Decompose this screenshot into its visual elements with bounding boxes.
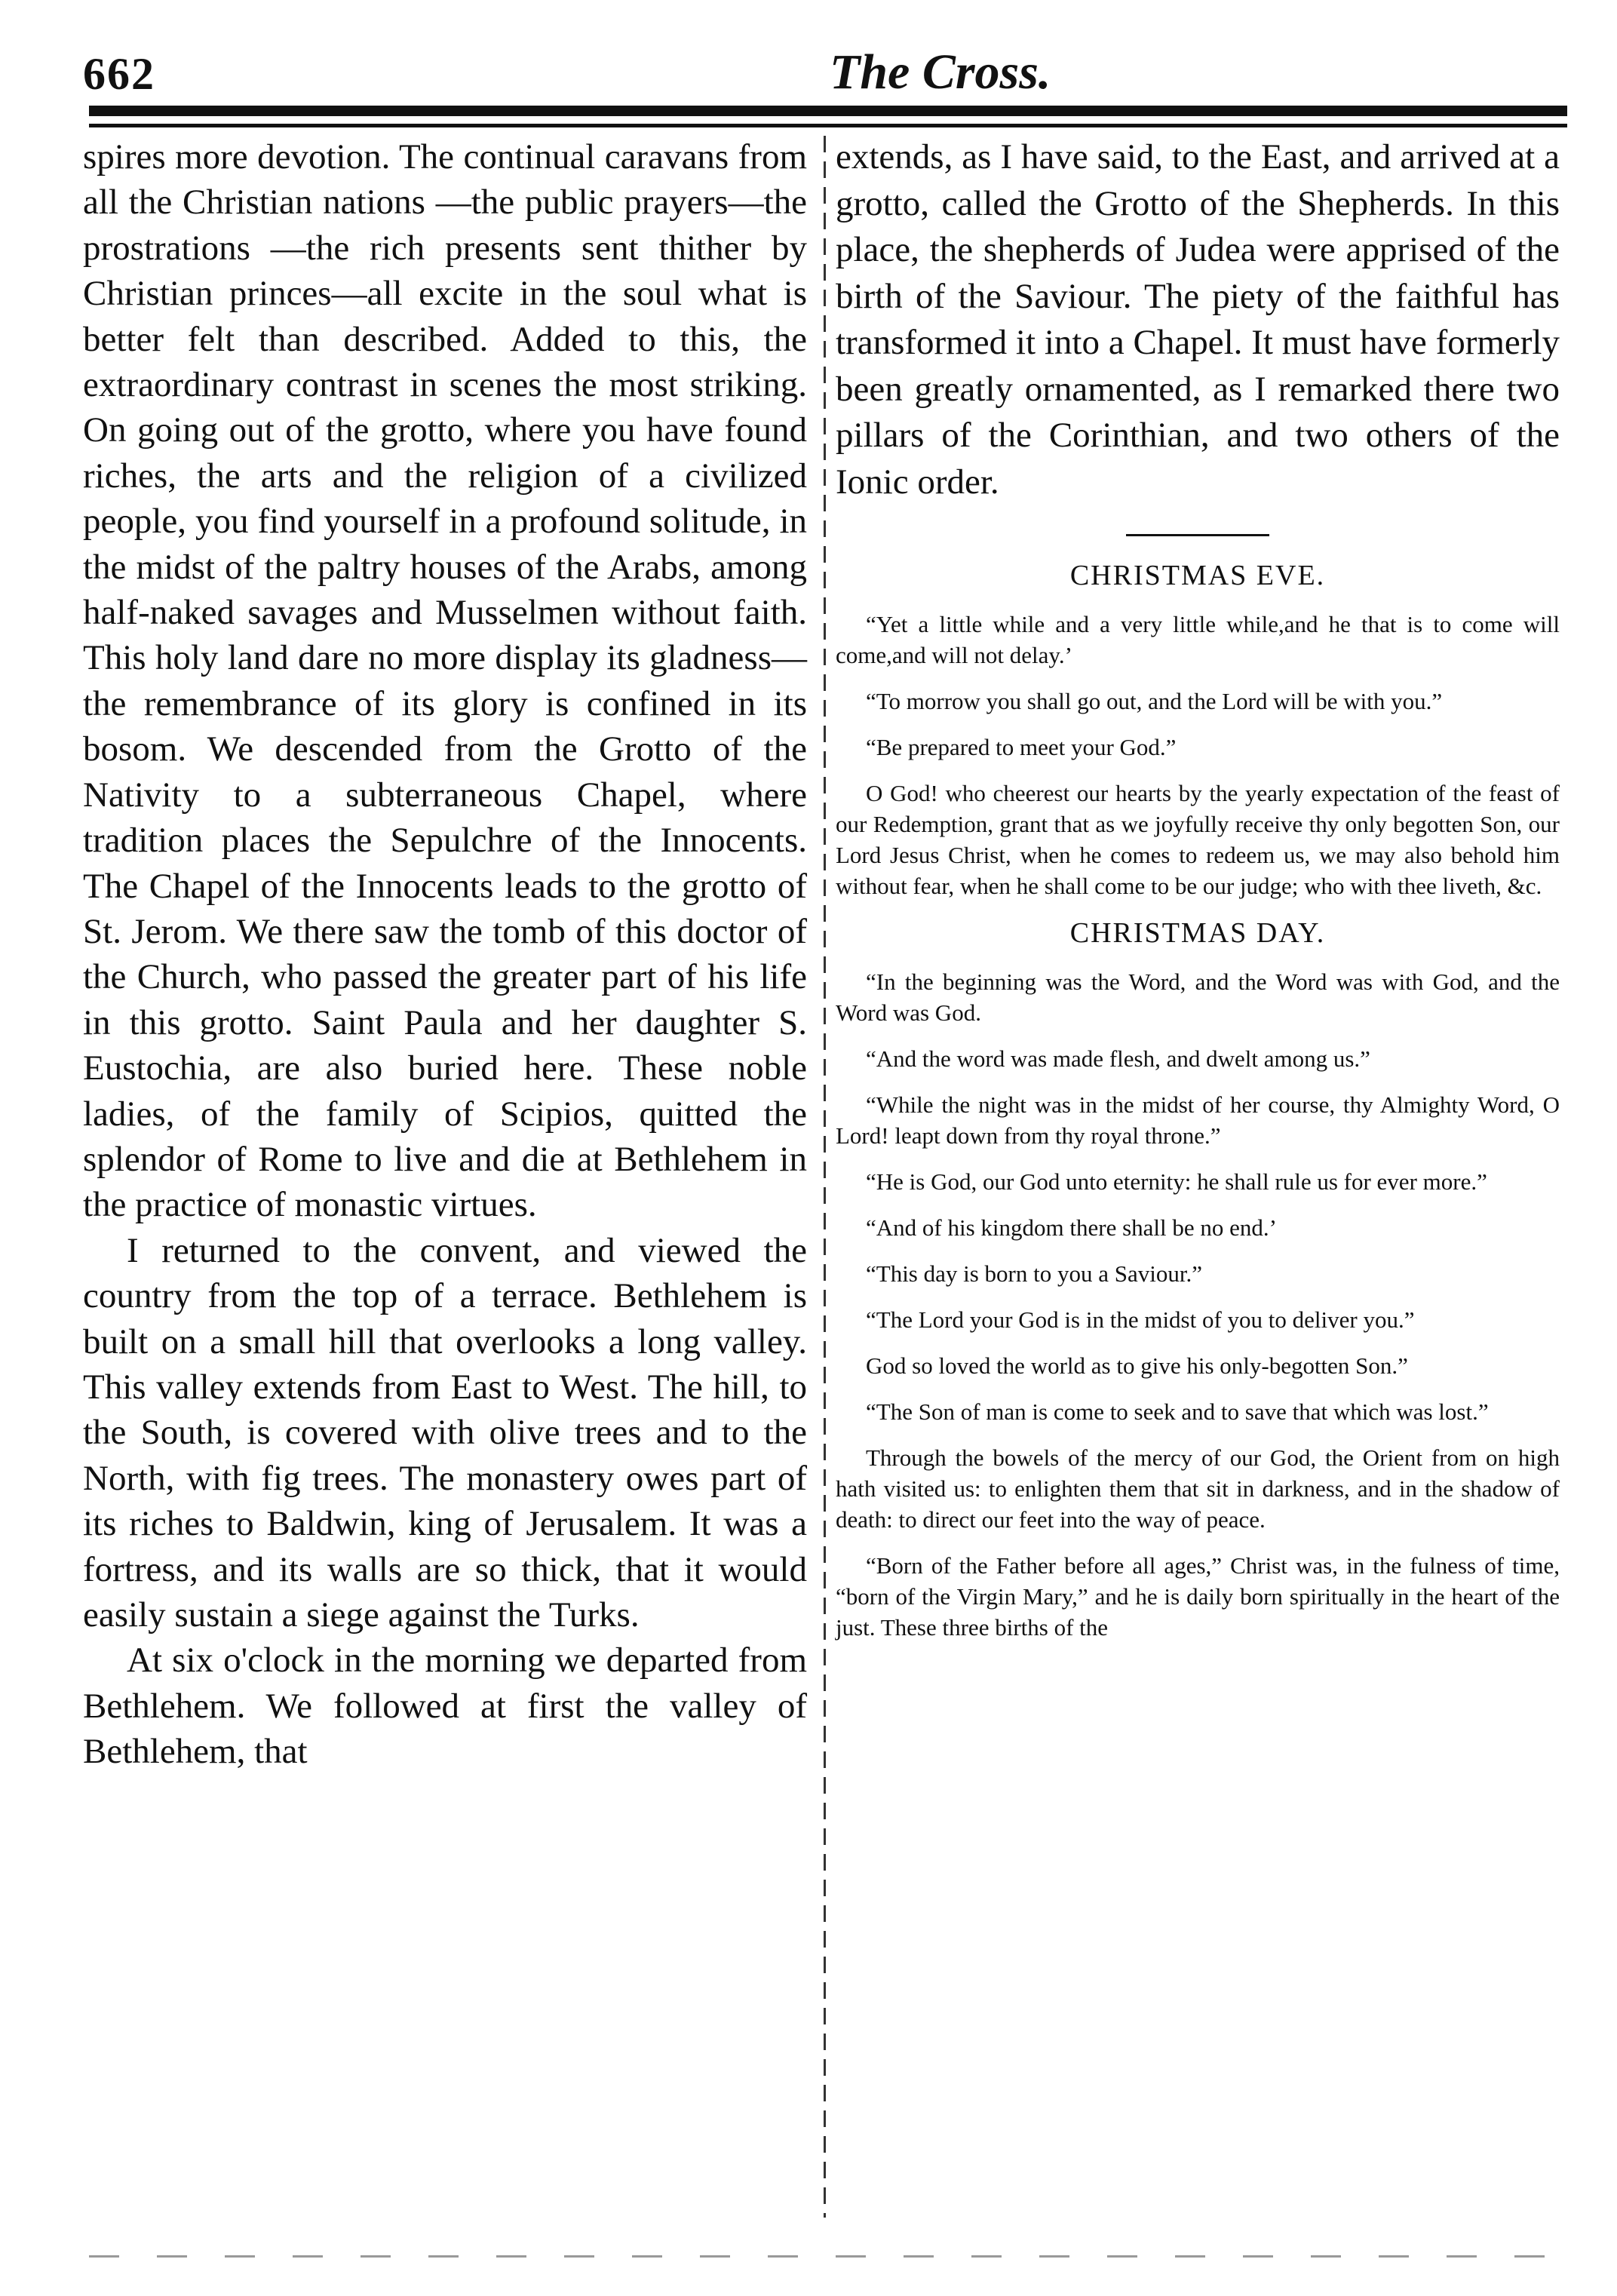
prayer-text: Through the bowels of the mercy of our God, the Orient from on high hath visited us: to enlighten them that sit in darkness, and in the shadow of death: to direct our feet into the way of peace. (836, 1444, 1560, 1533)
scripture-verse: “He is God, our God unto eternity: he shall rule us for ever more.” (866, 1168, 1487, 1195)
scripture-verse: “And of his kingdom there shall be no end.’ (866, 1214, 1277, 1241)
right-column (836, 134, 1560, 1643)
scripture-verse: “And the word was made flesh, and dwelt among us.” (866, 1045, 1370, 1072)
header-rule-thick (89, 106, 1567, 116)
section-heading-christmas-day: CHRISTMAS DAY. (1069, 917, 1326, 949)
scripture-verse: “While the night was in the midst of her course, thy Almighty Word, O Lord! leapt down from thy royal throne.” (836, 1091, 1560, 1149)
header-rule-thin (89, 124, 1567, 127)
scripture-verse: “Be prepared to meet your God.” (866, 734, 1177, 760)
body-paragraph: extends, as I have said, to the East, and arrived at a grotto, called the Grotto of the Shepherds. In this place, the shepherds of Judea were apprised of the birth of the Saviour. The piety of the faithful has transformed it into a Chapel. It must have formerly been greatly ornamented, as I remarked there two pillars of the Corinthian, and two others of the Ionic order. (836, 137, 1560, 502)
scripture-verse: “To morrow you shall go out, and the Lord will be with you.” (866, 688, 1443, 714)
scripture-verse: “This day is born to you a Saviour.” (866, 1260, 1202, 1287)
scripture-verse: God so loved the world as to give his only-begotten Son.” (866, 1352, 1408, 1379)
body-paragraph: At six o'clock in the morning we departed from Bethlehem. We followed at first the valley of Bethlehem, that (83, 1641, 807, 1772)
bottom-rule (89, 2255, 1567, 2258)
body-paragraph: “Born of the Father before all ages,” Christ was, in the fulness of time, “born of the Virgin Mary,” and he is daily born spiritually in the heart of the just. These three births of the (836, 1552, 1560, 1641)
scripture-verse: “The Lord your God is in the midst of you to deliver you.” (866, 1306, 1415, 1333)
left-column (83, 134, 807, 1775)
scripture-verse: “In the beginning was the Word, and the Word was with God, and the Word was God. (836, 968, 1560, 1026)
prayer-text: O God! who cheerest our hearts by the yearly expectation of the feast of our Redemption, grant that as we joyfully receive thy only begotten Son, our Lord Jesus Christ, when he comes to redeem us, we may also behold him without fear, when he shall come to be our judge; who with thee liveth, &c. (836, 780, 1560, 899)
scripture-verse: “Yet a little while and a very little while,and he that is to come will come,and will not delay.’ (836, 611, 1560, 668)
section-heading-christmas-eve: CHRISTMAS EVE. (1069, 560, 1326, 591)
page-header (83, 44, 1569, 104)
body-paragraph: spires more devotion. The continual caravans from all the Christian nations —the public prayers—the prostrations —the rich presents sent thither by Christian princes—all excite in the soul what is better felt than described. Added to this, the extraordinary contrast in scenes the most striking. On going out of the grotto, where you have found riches, the arts and the religion of a civilized people, you find yourself in a profound solitude, in the midst of the paltry houses of the Arabs, among half-naked savages and Musselmen without faith. This holy land dare no more display its gladness—the remembrance of its glory is confined in its bosom. We descended from the Grotto of the Nativity to a subterraneous Chapel, where tradition places the Sepulchre of the Innocents. The Chapel of the Innocents leads to the grotto of St. Jerom. We there saw the tomb of this doctor of the Church, who passed the greater part of his life in this grotto. Saint Paula and her daughter S. Eustochia, are also buried here. These noble ladies, of the family of Scipios, quitted the splendor of Rome to live and die at Bethlehem in the practice of monastic virtues. (83, 137, 807, 1225)
column-divider (824, 136, 826, 2218)
page-number: 662 (83, 49, 155, 99)
scripture-verse: “The Son of man is come to seek and to save that which was lost.” (866, 1398, 1489, 1425)
running-title: The Cross. (830, 45, 1051, 100)
section-rule (1126, 534, 1269, 536)
body-paragraph: I returned to the convent, and viewed the country from the top of a terrace. Bethlehem is built on a small hill that overlooks a long valley. This valley extends from East to West. The hill, to the South, is covered with olive trees and to the North, with fig trees. The monastery owes part of its riches to Baldwin, king of Jerusalem. It was a fortress, and its walls are so thick, that it would easily sustain a siege against the Turks. (83, 1230, 807, 1635)
